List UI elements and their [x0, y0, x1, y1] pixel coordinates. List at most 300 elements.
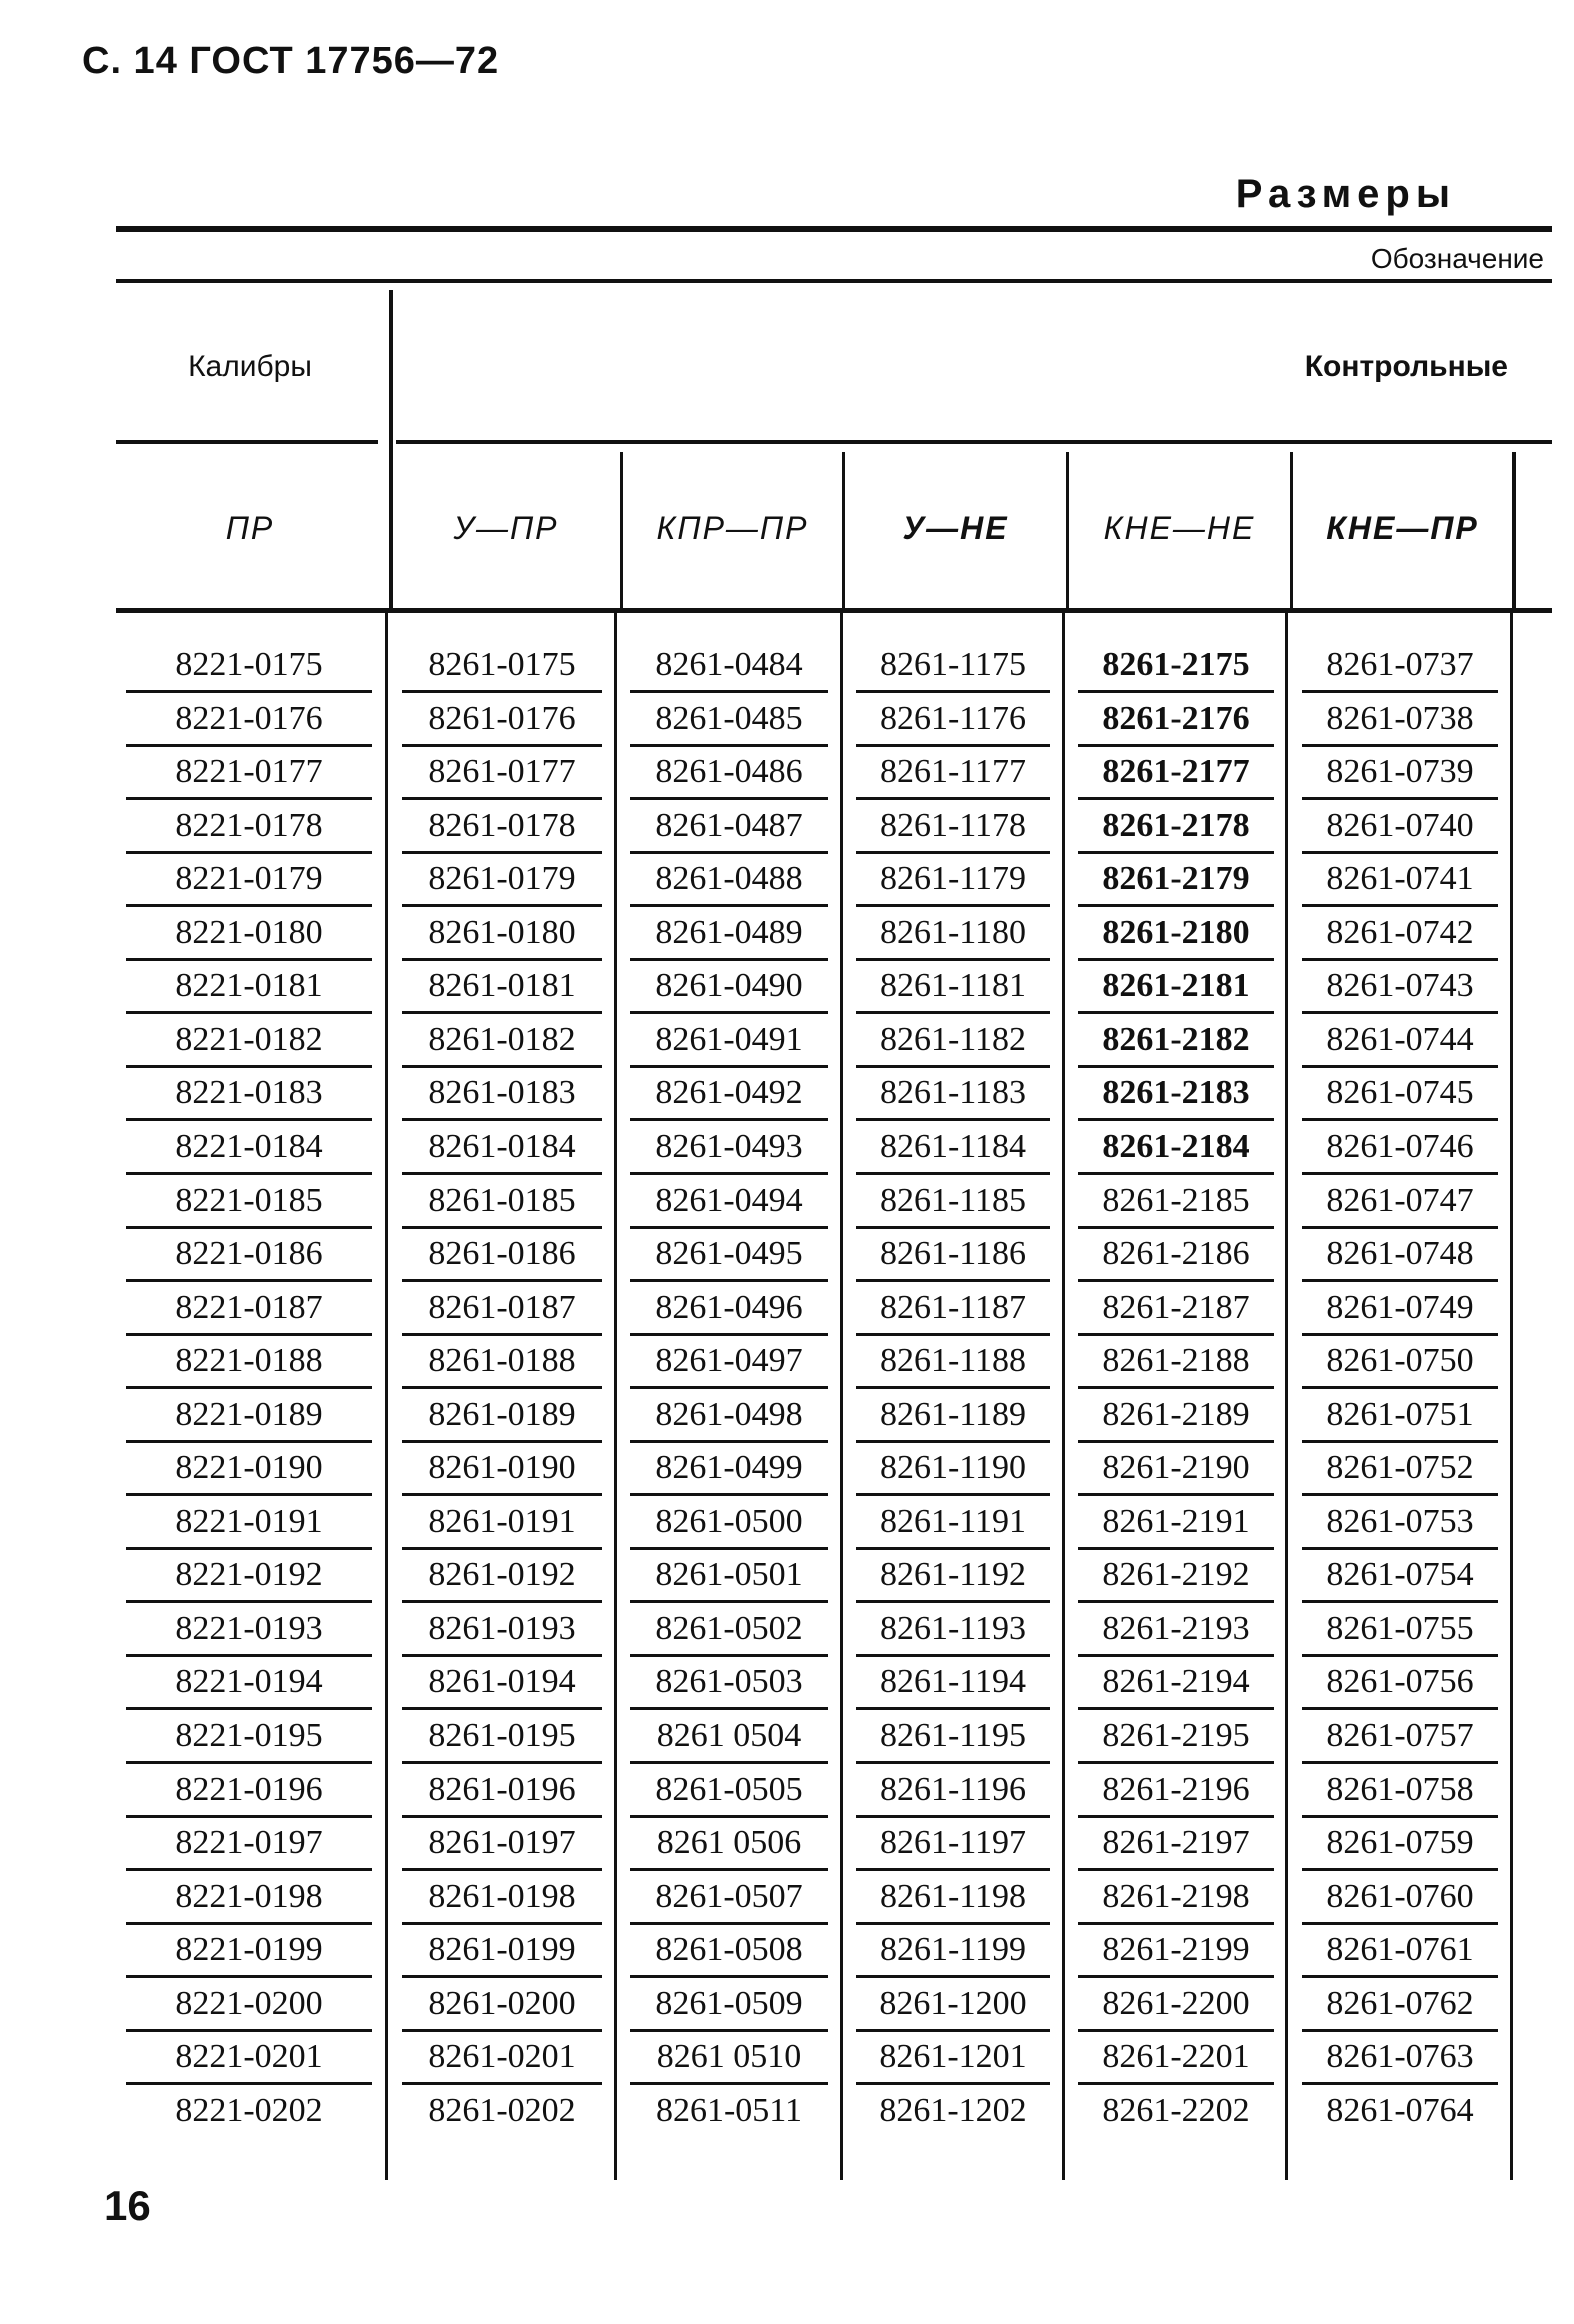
row-rule: [1302, 1654, 1498, 1657]
table-cell: 8261-0744: [1326, 1020, 1474, 1058]
row-rule: [1302, 1815, 1498, 1818]
row-rule: [856, 851, 1050, 854]
row-rule: [630, 1922, 828, 1925]
table-cell: 8261-2194: [1102, 1663, 1250, 1701]
column-header-kne-ne: КНЕ—НЕ: [1103, 510, 1256, 546]
table-cell: 8261-1177: [879, 753, 1027, 791]
table-row: [0, 854, 1574, 907]
table-cell: 8261-0182: [428, 1020, 576, 1058]
table-cell: 8261-0763: [1326, 2038, 1474, 2076]
table-cell: 8261-1195: [879, 1717, 1027, 1754]
row-rule: [126, 1922, 372, 1925]
row-rule: [856, 2029, 1050, 2032]
table-cell: 8261-1182: [879, 1020, 1027, 1058]
table-row: [0, 1122, 1574, 1175]
table-cell: 8221-0181: [175, 967, 323, 1005]
gauges-label: Калибры: [188, 350, 312, 383]
table-cell: 8261-2188: [1102, 1342, 1250, 1380]
row-rule: [856, 1226, 1050, 1229]
table-cell: 8261-1201: [879, 2038, 1027, 2076]
table-cell: 8261-0509: [655, 1984, 803, 2022]
row-rule: [402, 1600, 602, 1603]
row-rule: [1302, 851, 1498, 854]
table-cell: 8261-2197: [1102, 1824, 1250, 1862]
table-cell: 8261 0510: [656, 2038, 802, 2076]
row-rule: [630, 690, 828, 693]
row-rule: [856, 1975, 1050, 1978]
table-cell: 8261-2184: [1102, 1127, 1250, 1165]
row-rule: [1302, 2029, 1498, 2032]
table-cell: 8221-0198: [175, 1877, 323, 1915]
table-cell: 8261-0186: [428, 1235, 576, 1273]
row-rule: [1078, 1118, 1274, 1121]
table-row: [0, 2086, 1574, 2139]
row-rule: [126, 1386, 372, 1389]
row-rule: [1078, 1011, 1274, 1014]
column-header-u-ne: У—НЕ: [902, 510, 1009, 546]
row-rule: [1302, 1118, 1498, 1121]
row-rule: [1078, 1065, 1274, 1068]
row-rule: [856, 1654, 1050, 1657]
table-cell: 8261-0761: [1326, 1931, 1474, 1969]
table-cell: 8221-0196: [175, 1770, 323, 1808]
row-rule: [856, 1333, 1050, 1336]
row-rule: [402, 744, 602, 747]
row-rule: [1078, 1172, 1274, 1175]
page-header: С. 14 ГОСТ 17756—72: [82, 40, 500, 82]
table-cell: 8221-0185: [175, 1181, 323, 1219]
row-rule: [126, 1226, 372, 1229]
row-rule: [402, 851, 602, 854]
table-cell: 8261-0753: [1326, 1502, 1474, 1540]
table-cell: 8261-0485: [655, 699, 803, 737]
table-cell: 8221-0178: [175, 806, 323, 844]
row-rule: [1078, 1600, 1274, 1603]
table-cell: 8261-2191: [1102, 1502, 1250, 1540]
table-cell: 8261-0201: [428, 2038, 576, 2076]
row-rule: [126, 2082, 372, 2085]
table-cell: 8261-1192: [879, 1556, 1027, 1594]
table-cell: 8261-2181: [1102, 967, 1250, 1005]
row-rule: [402, 1226, 602, 1229]
table-cell: 8261-2186: [1102, 1235, 1250, 1273]
row-rule: [856, 1440, 1050, 1443]
header-bottom-rule: [116, 608, 1552, 613]
row-rule: [1078, 1815, 1274, 1818]
row-rule: [630, 1547, 828, 1550]
table-cell: 8261-1185: [879, 1181, 1027, 1219]
row-rule: [856, 1600, 1050, 1603]
row-rule: [1078, 2029, 1274, 2032]
table-cell: 8261-1179: [879, 860, 1027, 898]
row-rule: [856, 1707, 1050, 1710]
row-rule: [630, 1386, 828, 1389]
row-rule: [856, 1011, 1050, 1014]
table-cell: 8261-1184: [879, 1127, 1027, 1165]
table-cell: 8261-0750: [1326, 1342, 1474, 1380]
table-cell: 8261-0192: [428, 1556, 576, 1594]
table-cell: 8261-0495: [655, 1235, 803, 1273]
table-cell: 8261-0199: [428, 1931, 576, 1969]
table-cell: 8261-2175: [1102, 646, 1250, 683]
row-rule: [1078, 904, 1274, 907]
table-cell: 8221-0192: [175, 1556, 323, 1594]
table-cell: 8261-0188: [428, 1342, 576, 1380]
table-cell: 8221-0194: [175, 1663, 323, 1701]
row-rule: [402, 1172, 602, 1175]
row-rule: [630, 851, 828, 854]
row-rule: [856, 1868, 1050, 1871]
table-row: [0, 1765, 1574, 1818]
table-row: [0, 1283, 1574, 1336]
row-rule: [856, 1279, 1050, 1282]
row-rule: [1302, 1440, 1498, 1443]
row-rule: [630, 797, 828, 800]
table-cell: 8261-0739: [1326, 753, 1474, 791]
row-rule: [1302, 1011, 1498, 1014]
row-rule: [402, 2082, 602, 2085]
row-rule: [856, 958, 1050, 961]
table-row: [0, 1979, 1574, 2032]
table-cell: 8261-0503: [655, 1663, 803, 1701]
table-cell: 8221-0180: [175, 913, 323, 951]
table-cell: 8261-1196: [879, 1770, 1027, 1808]
table-cell: 8261-0493: [655, 1127, 803, 1165]
row-rule: [1302, 958, 1498, 961]
table-cell: 8261-0500: [655, 1502, 803, 1540]
table-row: [0, 1925, 1574, 1978]
row-rule: [1302, 1761, 1498, 1764]
table-cell: 8261-0185: [428, 1181, 576, 1219]
row-rule: [1078, 744, 1274, 747]
table-cell: 8261-0760: [1326, 1877, 1474, 1915]
table-row: [0, 1497, 1574, 1550]
row-rule: [1302, 744, 1498, 747]
table-cell: 8221-0187: [175, 1288, 323, 1326]
row-rule: [126, 1547, 372, 1550]
table-cell: 8221-0193: [175, 1609, 323, 1647]
table-row: [0, 1443, 1574, 1496]
row-rule: [630, 1440, 828, 1443]
row-rule: [1078, 1547, 1274, 1550]
table-cell: 8221-0191: [175, 1502, 323, 1540]
table-cell: 8261-2178: [1102, 806, 1250, 844]
table-cell: 8261-0178: [428, 806, 576, 844]
table-cell: 8261-0496: [655, 1288, 803, 1326]
table-row: [0, 640, 1574, 693]
row-rule: [1078, 1279, 1274, 1282]
table-cell: 8261-1200: [879, 1984, 1027, 2022]
table-row: [0, 747, 1574, 800]
row-rule: [630, 1868, 828, 1871]
table-cell: 8261-0742: [1326, 913, 1474, 951]
table-cell: 8261-0747: [1326, 1181, 1474, 1219]
control-label: Контрольные: [1304, 350, 1508, 383]
row-rule: [1078, 797, 1274, 800]
row-rule: [126, 1868, 372, 1871]
table-row: [0, 1711, 1574, 1764]
row-rule: [402, 958, 602, 961]
row-rule: [856, 690, 1050, 693]
row-rule: [1078, 1654, 1274, 1657]
table-cell: 8261-1187: [879, 1288, 1027, 1326]
table-cell: 8261-1188: [879, 1342, 1027, 1380]
row-rule: [856, 797, 1050, 800]
row-rule: [856, 1172, 1050, 1175]
designation-label: Обозначение: [1370, 243, 1544, 274]
table-cell: 8261-0494: [655, 1181, 803, 1219]
designation-rule: [116, 279, 1552, 283]
table-cell: 8261-0502: [655, 1609, 803, 1647]
table-row: [0, 908, 1574, 961]
table-cell: 8261-0499: [655, 1449, 803, 1487]
row-rule: [1302, 1226, 1498, 1229]
table-cell: 8261-0198: [428, 1877, 576, 1915]
row-rule: [126, 1975, 372, 1978]
table-cell: 8261-0484: [655, 646, 803, 683]
table-cell: 8261-2190: [1102, 1449, 1250, 1487]
row-rule: [856, 904, 1050, 907]
row-rule: [630, 1975, 828, 1978]
row-rule: [126, 1493, 372, 1496]
row-rule: [402, 1440, 602, 1443]
row-rule: [630, 1118, 828, 1121]
row-rule: [1302, 2082, 1498, 2085]
table-row: [0, 1068, 1574, 1121]
table-cell: 8261-2185: [1102, 1181, 1250, 1219]
row-rule: [402, 1975, 602, 1978]
row-rule: [1302, 1279, 1498, 1282]
row-rule: [402, 1547, 602, 1550]
table-row: [0, 1390, 1574, 1443]
table-cell: 8261-2189: [1102, 1395, 1250, 1433]
table-cell: 8221-0177: [175, 753, 323, 791]
table-cell: 8261-0749: [1326, 1288, 1474, 1326]
row-rule: [1302, 1975, 1498, 1978]
table-cell: 8261-1190: [879, 1449, 1027, 1487]
table-cell: 8261-0177: [428, 753, 576, 791]
column-header-kpr-pr: КПР—ПР: [656, 510, 809, 546]
table-cell: 8261-0190: [428, 1449, 576, 1487]
row-rule: [126, 904, 372, 907]
table-cell: 8221-0201: [175, 2038, 323, 2076]
table-cell: 8261-2179: [1102, 860, 1250, 898]
top-rule: [116, 226, 1552, 232]
row-rule: [402, 1065, 602, 1068]
row-rule: [126, 690, 372, 693]
table-cell: 8221-0197: [175, 1824, 323, 1862]
row-rule: [126, 1011, 372, 1014]
row-rule: [402, 1815, 602, 1818]
table-cell: 8221-0183: [175, 1074, 323, 1112]
row-rule: [1302, 904, 1498, 907]
row-rule: [402, 1707, 602, 1710]
row-rule: [126, 851, 372, 854]
row-rule: [630, 2082, 828, 2085]
row-rule: [630, 1707, 828, 1710]
col-divider-6: [1512, 452, 1516, 610]
row-rule: [630, 1493, 828, 1496]
table-cell: 8261-0740: [1326, 806, 1474, 844]
row-rule: [856, 744, 1050, 747]
table-cell: 8261-0748: [1326, 1235, 1474, 1273]
table-cell: 8261-0486: [655, 753, 803, 791]
table-cell: 8261-0746: [1326, 1127, 1474, 1165]
row-rule: [1302, 1333, 1498, 1336]
table-cell: 8261-0508: [655, 1931, 803, 1969]
table-cell: 8261-1199: [879, 1931, 1027, 1969]
row-rule: [402, 1761, 602, 1764]
table-cell: 8261-2177: [1102, 753, 1250, 791]
table-cell: 8261-0738: [1326, 699, 1474, 737]
column-header-pr: ПР: [225, 510, 275, 546]
row-rule: [1302, 1707, 1498, 1710]
column-header-kne-pr: КНЕ—ПР: [1326, 510, 1479, 546]
table-cell: 8261-1202: [879, 2091, 1027, 2129]
column-header-u-pr: У—ПР: [453, 510, 559, 546]
table-cell: 8261-1176: [879, 699, 1027, 737]
table-row: [0, 1336, 1574, 1389]
row-rule: [1078, 1386, 1274, 1389]
table-cell: 8221-0176: [175, 699, 323, 737]
gauges-divider: [389, 290, 393, 610]
table-cell: 8261-0756: [1326, 1663, 1474, 1701]
row-rule: [1302, 797, 1498, 800]
table-row: [0, 1872, 1574, 1925]
table-row: [0, 1176, 1574, 1229]
table-row: [0, 1015, 1574, 1068]
row-rule: [126, 797, 372, 800]
row-rule: [630, 1172, 828, 1175]
row-rule: [402, 1118, 602, 1121]
table-cell: 8261-1191: [879, 1502, 1027, 1540]
table-cell: 8221-0195: [175, 1717, 323, 1754]
row-rule: [126, 1440, 372, 1443]
row-rule: [856, 1065, 1050, 1068]
table-row: [0, 694, 1574, 747]
row-rule: [856, 1922, 1050, 1925]
table-cell: 8261-2187: [1102, 1288, 1250, 1326]
row-rule: [1302, 1172, 1498, 1175]
table-row: [0, 1818, 1574, 1871]
table-cell: 8261-2202: [1102, 2091, 1250, 2129]
row-rule: [856, 1815, 1050, 1818]
table-cell: 8261-0762: [1326, 1984, 1474, 2022]
table-cell: 8261-1180: [879, 913, 1027, 951]
row-rule: [630, 1011, 828, 1014]
row-rule: [402, 2029, 602, 2032]
table-cell: 8221-0189: [175, 1395, 323, 1433]
row-rule: [402, 1493, 602, 1496]
row-rule: [630, 1065, 828, 1068]
table-cell: 8221-0190: [175, 1449, 323, 1487]
table-row: [0, 1657, 1574, 1710]
row-rule: [126, 2029, 372, 2032]
row-rule: [1078, 1333, 1274, 1336]
table-cell: 8261-0757: [1326, 1717, 1474, 1754]
table-cell: 8261-0491: [655, 1020, 803, 1058]
row-rule: [856, 1118, 1050, 1121]
row-rule: [630, 958, 828, 961]
table-cell: 8261-1181: [879, 967, 1027, 1005]
table-cell: 8261-0189: [428, 1395, 576, 1433]
table-cell: 8261-1178: [879, 806, 1027, 844]
row-rule: [630, 1761, 828, 1764]
table-cell: 8261-1198: [879, 1877, 1027, 1915]
table-cell: 8261-2196: [1102, 1770, 1250, 1808]
row-rule: [856, 1386, 1050, 1389]
table-cell: 8261-0175: [428, 646, 576, 683]
table-cell: 8261-2198: [1102, 1877, 1250, 1915]
table-cell: 8261-0754: [1326, 1556, 1474, 1594]
table-cell: 8261-0200: [428, 1984, 576, 2022]
row-rule: [856, 1761, 1050, 1764]
table-cell: 8261-1186: [879, 1235, 1027, 1273]
row-rule: [126, 1118, 372, 1121]
row-rule: [630, 1600, 828, 1603]
row-rule: [126, 1065, 372, 1068]
row-rule: [126, 1707, 372, 1710]
table-cell: 8261-0176: [428, 699, 576, 737]
table-cell: 8261-0488: [655, 860, 803, 898]
table-cell: 8261-0191: [428, 1502, 576, 1540]
row-rule: [1078, 1440, 1274, 1443]
table-cell: 8261-0764: [1326, 2091, 1474, 2129]
table-cell: 8261-0487: [655, 806, 803, 844]
row-rule: [126, 1172, 372, 1175]
row-rule: [1078, 1226, 1274, 1229]
row-rule: [630, 2029, 828, 2032]
row-rule: [630, 1333, 828, 1336]
table-cell: 8261-2193: [1102, 1609, 1250, 1647]
table-cell: 8261-0501: [655, 1556, 803, 1594]
table-row: [0, 1229, 1574, 1282]
row-rule: [1302, 1868, 1498, 1871]
table-cell: 8261-0184: [428, 1127, 576, 1165]
table-row: [0, 801, 1574, 854]
table-cell: 8261-2199: [1102, 1931, 1250, 1969]
table-cell: 8221-0184: [175, 1127, 323, 1165]
table-cell: 8261-0193: [428, 1609, 576, 1647]
row-rule: [402, 1011, 602, 1014]
table-row: [0, 1550, 1574, 1603]
row-rule: [402, 1922, 602, 1925]
row-rule: [126, 744, 372, 747]
row-rule: [630, 1279, 828, 1282]
row-rule: [402, 1654, 602, 1657]
table-cell: 8261-0490: [655, 967, 803, 1005]
row-rule: [1078, 1868, 1274, 1871]
row-rule: [1078, 2082, 1274, 2085]
table-row: [0, 2032, 1574, 2085]
table-cell: 8261-1193: [879, 1609, 1027, 1647]
row-rule: [126, 1815, 372, 1818]
row-rule: [402, 904, 602, 907]
table-cell: 8261-0758: [1326, 1770, 1474, 1808]
table-cell: 8261-2176: [1102, 699, 1250, 737]
row-rule: [630, 1815, 828, 1818]
table-cell: 8261-0743: [1326, 967, 1474, 1005]
row-rule: [1302, 1547, 1498, 1550]
row-rule: [1302, 1065, 1498, 1068]
table-cell: 8261-0507: [655, 1877, 803, 1915]
table-cell: 8261-0202: [428, 2091, 576, 2129]
row-rule: [1078, 851, 1274, 854]
table-cell: 8261-0505: [655, 1770, 803, 1808]
table-cell: 8221-0199: [175, 1931, 323, 1969]
table-cell: 8261-0179: [428, 860, 576, 898]
row-rule: [402, 1386, 602, 1389]
